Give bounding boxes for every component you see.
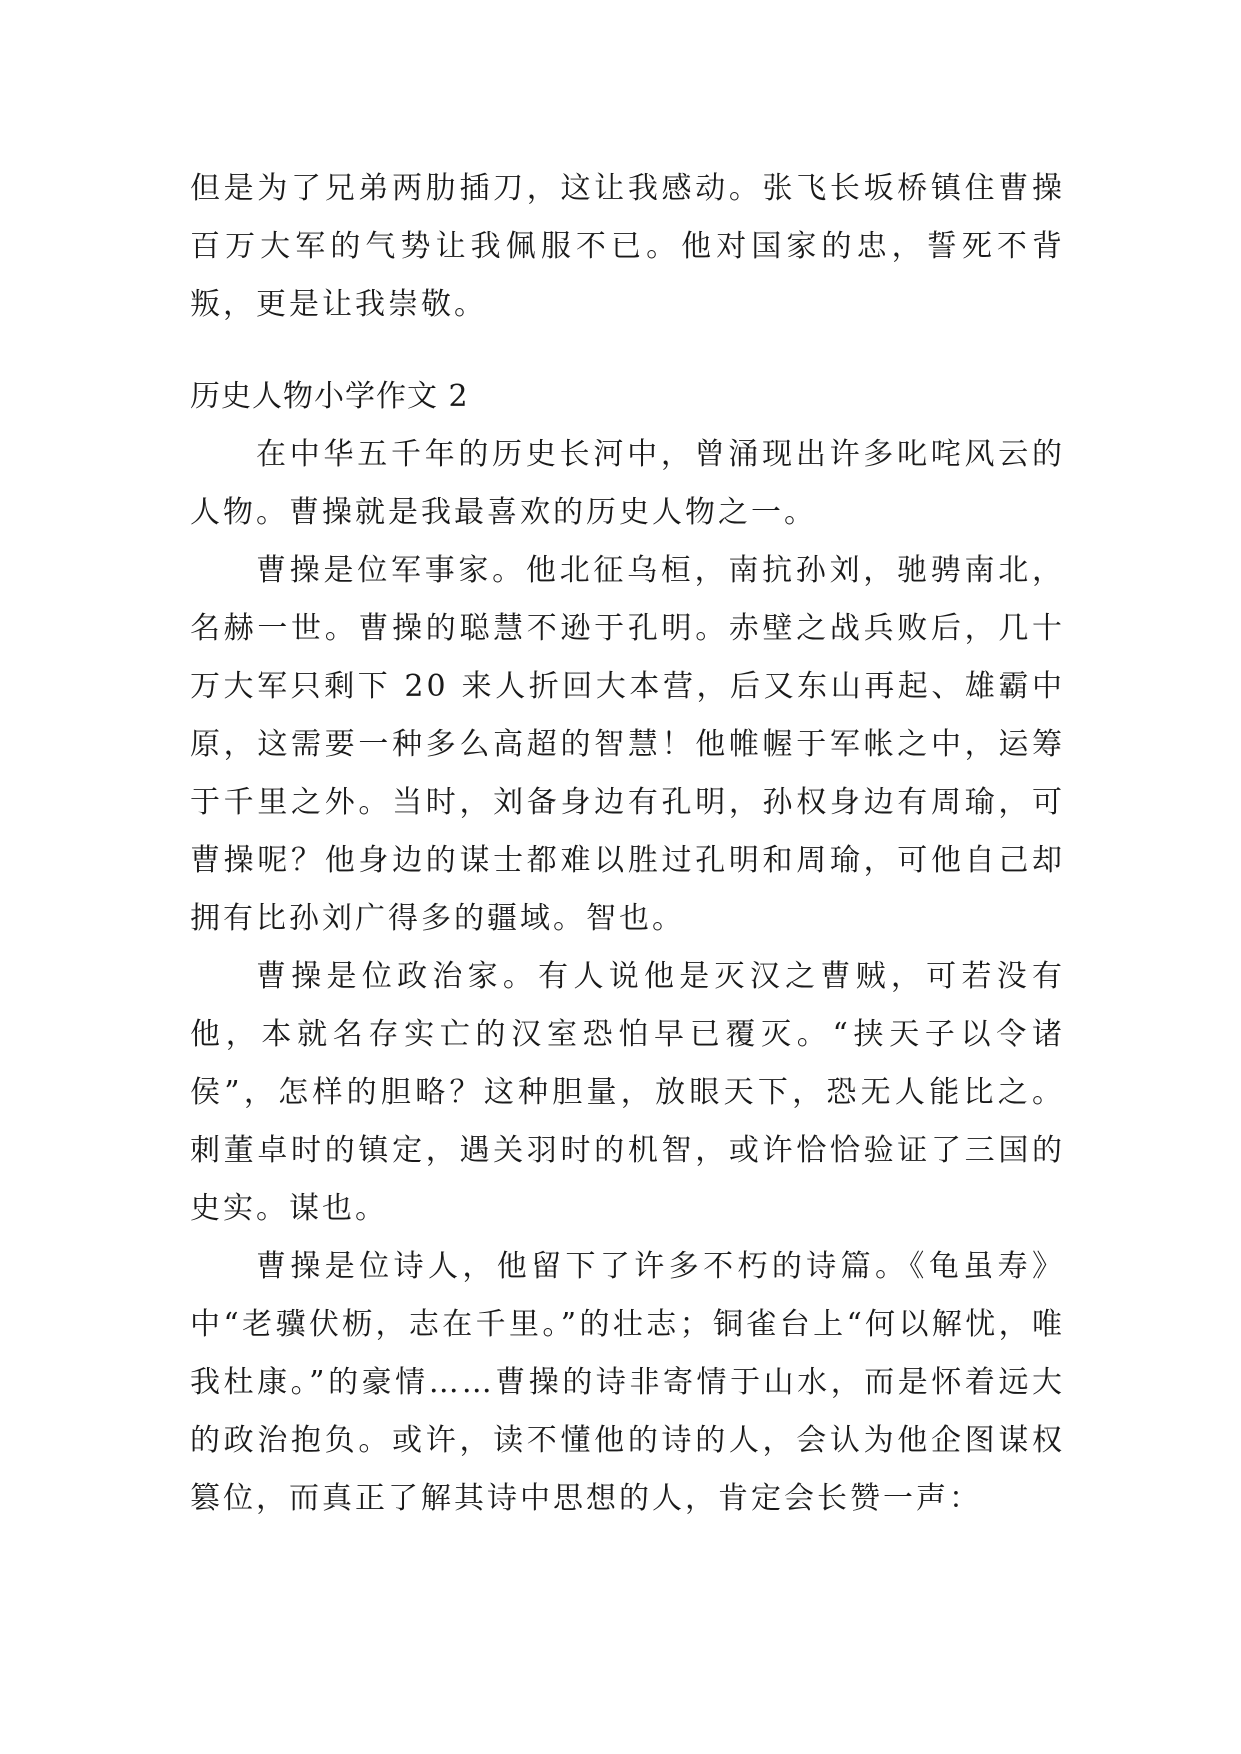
- essay-heading: 历史人物小学作文 2: [190, 379, 469, 414]
- paragraph-intro: 在中华五千年的历史长河中，曾涌现出许多叱咤风云的人物。曹操就是我最喜欢的历史人物之一。: [190, 437, 1065, 530]
- document-body: [190, 160, 1065, 1528]
- paragraph-military: 曹操是位军事家。他北征乌桓，南抗孙刘，驰骋南北，名赫一世。曹操的聪慧不逊于孔明。赤壁之战兵败后，几十万大军只剩下 20 来人折回大本营，后又东山再起、雄霸中原，这需要一种多么高超的智慧！他帷幄于军帐之中，运筹于千里之外。当时，刘备身边有孔明，孙权身边有周瑜，可曹操呢？他身边的谋士都难以胜过孔明和周瑜，可他自己却拥有比孙刘广得多的疆域。智也。: [190, 553, 1065, 936]
- continuation-paragraph: 但是为了兄弟两肋插刀，这让我感动。张飞长坂桥镇住曹操百万大军的气势让我佩服不已。他对国家的忠，誓死不背叛，更是让我崇敬。: [190, 171, 1065, 322]
- paragraph-poetry: 曹操是位诗人，他留下了许多不朽的诗篇。《龟虽寿》中“老骥伏枥，志在千里。”的壮志；铜雀台上“何以解忧，唯我杜康。”的豪情……曹操的诗非寄情于山水，而是怀着远大的政治抱负。或许，读不懂他的诗的人，会认为他企图谋权篡位，而真正了解其诗中思想的人，肯定会长赞一声：: [190, 1249, 1065, 1516]
- paragraph-politics: 曹操是位政治家。有人说他是灭汉之曹贼，可若没有他，本就名存实亡的汉室恐怕早已覆灭。“挟天子以令诸侯”，怎样的胆略？这种胆量，放眼天下，恐无人能比之。刺董卓时的镇定，遇关羽时的机智，或许恰恰验证了三国的史实。谋也。: [190, 959, 1065, 1226]
